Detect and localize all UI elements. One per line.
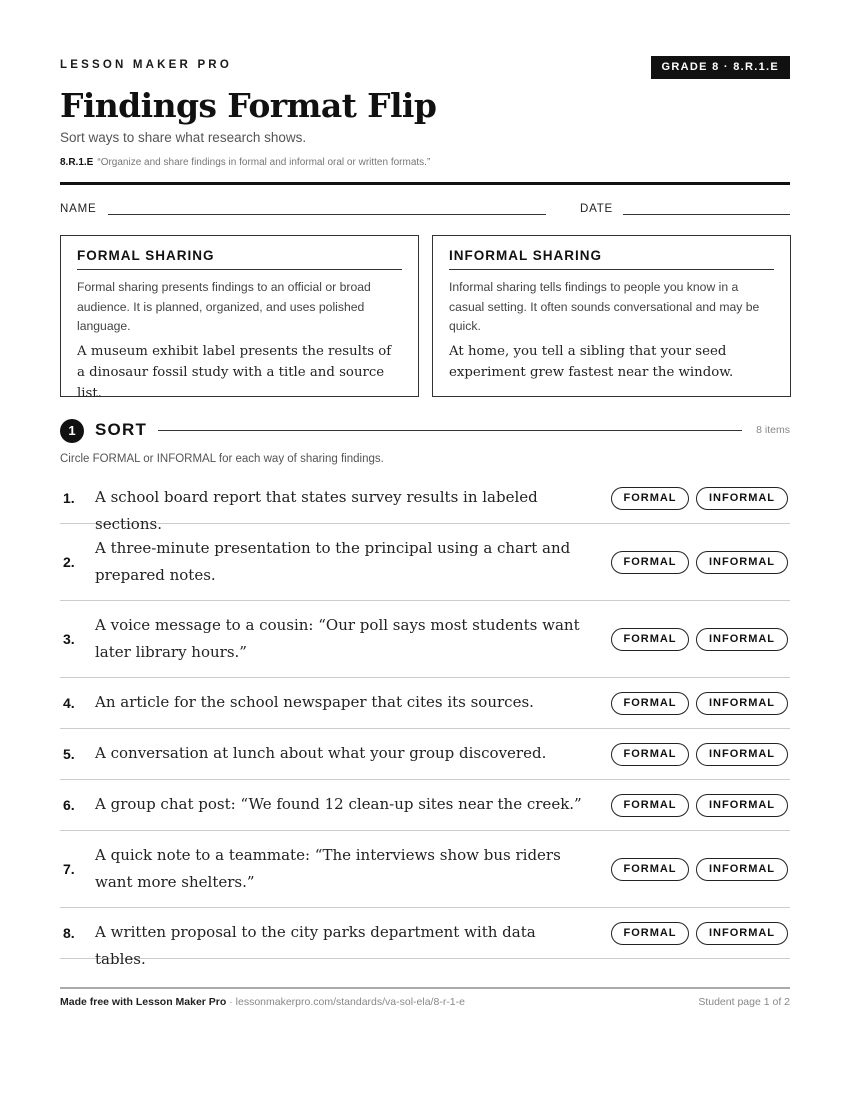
footer-credit: Made free with Lesson Maker Pro	[60, 996, 227, 1008]
page-title: Findings Format Flip	[60, 86, 437, 125]
list-item	[60, 678, 790, 729]
formal-example: A museum exhibit label presents the results of a dinosaur fossil study with a title and source list.	[77, 343, 392, 401]
section-title: SORT	[95, 420, 148, 439]
list-item	[60, 524, 790, 601]
formal-option[interactable]: FORMAL	[611, 692, 689, 715]
page-footer	[60, 987, 790, 1011]
informal-option[interactable]: INFORMAL	[696, 858, 788, 881]
item-text: A voice message to a cousin: “Our poll says most students want later library hours.”	[95, 616, 580, 661]
item-number: 5.	[63, 746, 75, 762]
informal-option[interactable]: INFORMAL	[696, 692, 788, 715]
page-subtitle: Sort ways to share what research shows.	[60, 130, 307, 145]
item-text: A school board report that states survey results in labeled sections.	[95, 488, 538, 533]
item-text: A conversation at lunch about what your group discovered.	[95, 744, 547, 762]
brand-logo: LESSON MAKER PRO	[60, 59, 232, 71]
item-text: A quick note to a teammate: “The interviews show bus riders want more shelters.”	[95, 846, 561, 891]
date-field[interactable]	[623, 214, 790, 215]
informal-option[interactable]: INFORMAL	[696, 922, 788, 945]
formal-option[interactable]: FORMAL	[611, 743, 689, 766]
item-number: 6.	[63, 797, 75, 813]
informal-option[interactable]: INFORMAL	[696, 551, 788, 574]
formal-option[interactable]: FORMAL	[611, 628, 689, 651]
informal-option[interactable]: INFORMAL	[696, 487, 788, 510]
standard-code: 8.R.1.E	[60, 157, 94, 168]
informal-definition-box	[432, 235, 791, 397]
informal-heading: INFORMAL SHARING	[449, 248, 774, 270]
formal-option[interactable]: FORMAL	[611, 858, 689, 881]
top-bar	[60, 56, 790, 80]
formal-option[interactable]: FORMAL	[611, 922, 689, 945]
item-number: 1.	[63, 490, 75, 506]
name-field[interactable]	[108, 214, 546, 215]
standard-text: “Organize and share findings in formal and informal oral or written formats.”	[97, 157, 431, 168]
formal-definition-box	[60, 235, 419, 401]
item-number: 3.	[63, 631, 75, 647]
item-number: 2.	[63, 554, 75, 570]
item-list	[60, 473, 790, 968]
informal-option[interactable]: INFORMAL	[696, 628, 788, 651]
item-count: 8 items	[756, 424, 790, 436]
list-item	[60, 473, 790, 533]
sort-section-header	[60, 418, 790, 442]
list-item	[60, 729, 790, 780]
section-divider	[158, 430, 742, 431]
grade-badge: GRADE 8 · 8.R.1.E	[651, 56, 790, 79]
item-text: A three-minute presentation to the principal using a chart and prepared notes.	[95, 539, 571, 584]
formal-description: Formal sharing presents findings to an official or broad audience. It is planned, organized, and uses polished language.	[77, 280, 371, 333]
formal-option[interactable]: FORMAL	[611, 487, 689, 510]
footer-url: · lessonmakerpro.com/standards/va-sol-ela/8-r-1-e	[226, 996, 465, 1008]
formal-heading: FORMAL SHARING	[77, 248, 402, 270]
section-number-badge: 1	[60, 419, 84, 443]
name-date-row	[60, 203, 790, 219]
page-indicator: Student page 1 of 2	[698, 996, 790, 1008]
date-label: DATE	[580, 203, 614, 215]
list-item	[60, 908, 790, 968]
informal-example: At home, you tell a sibling that your seed experiment grew fastest near the window.	[449, 343, 734, 380]
header-divider	[60, 182, 790, 185]
list-item	[60, 831, 790, 908]
informal-option[interactable]: INFORMAL	[696, 743, 788, 766]
item-text: A group chat post: “We found 12 clean-up sites near the creek.”	[95, 795, 582, 813]
informal-option[interactable]: INFORMAL	[696, 794, 788, 817]
instructions: Circle FORMAL or INFORMAL for each way of sharing findings.	[60, 453, 384, 465]
item-number: 7.	[63, 861, 75, 877]
item-number: 8.	[63, 925, 75, 941]
formal-option[interactable]: FORMAL	[611, 551, 689, 574]
standard-line	[60, 157, 430, 168]
item-text: A written proposal to the city parks department with data tables.	[95, 923, 536, 968]
item-text: An article for the school newspaper that cites its sources.	[95, 693, 534, 711]
formal-option[interactable]: FORMAL	[611, 794, 689, 817]
informal-description: Informal sharing tells findings to people you know in a casual setting. It often sounds conversational and may be quick.	[449, 280, 760, 333]
list-item	[60, 601, 790, 678]
list-item	[60, 780, 790, 831]
name-label: NAME	[60, 203, 97, 215]
item-number: 4.	[63, 695, 75, 711]
